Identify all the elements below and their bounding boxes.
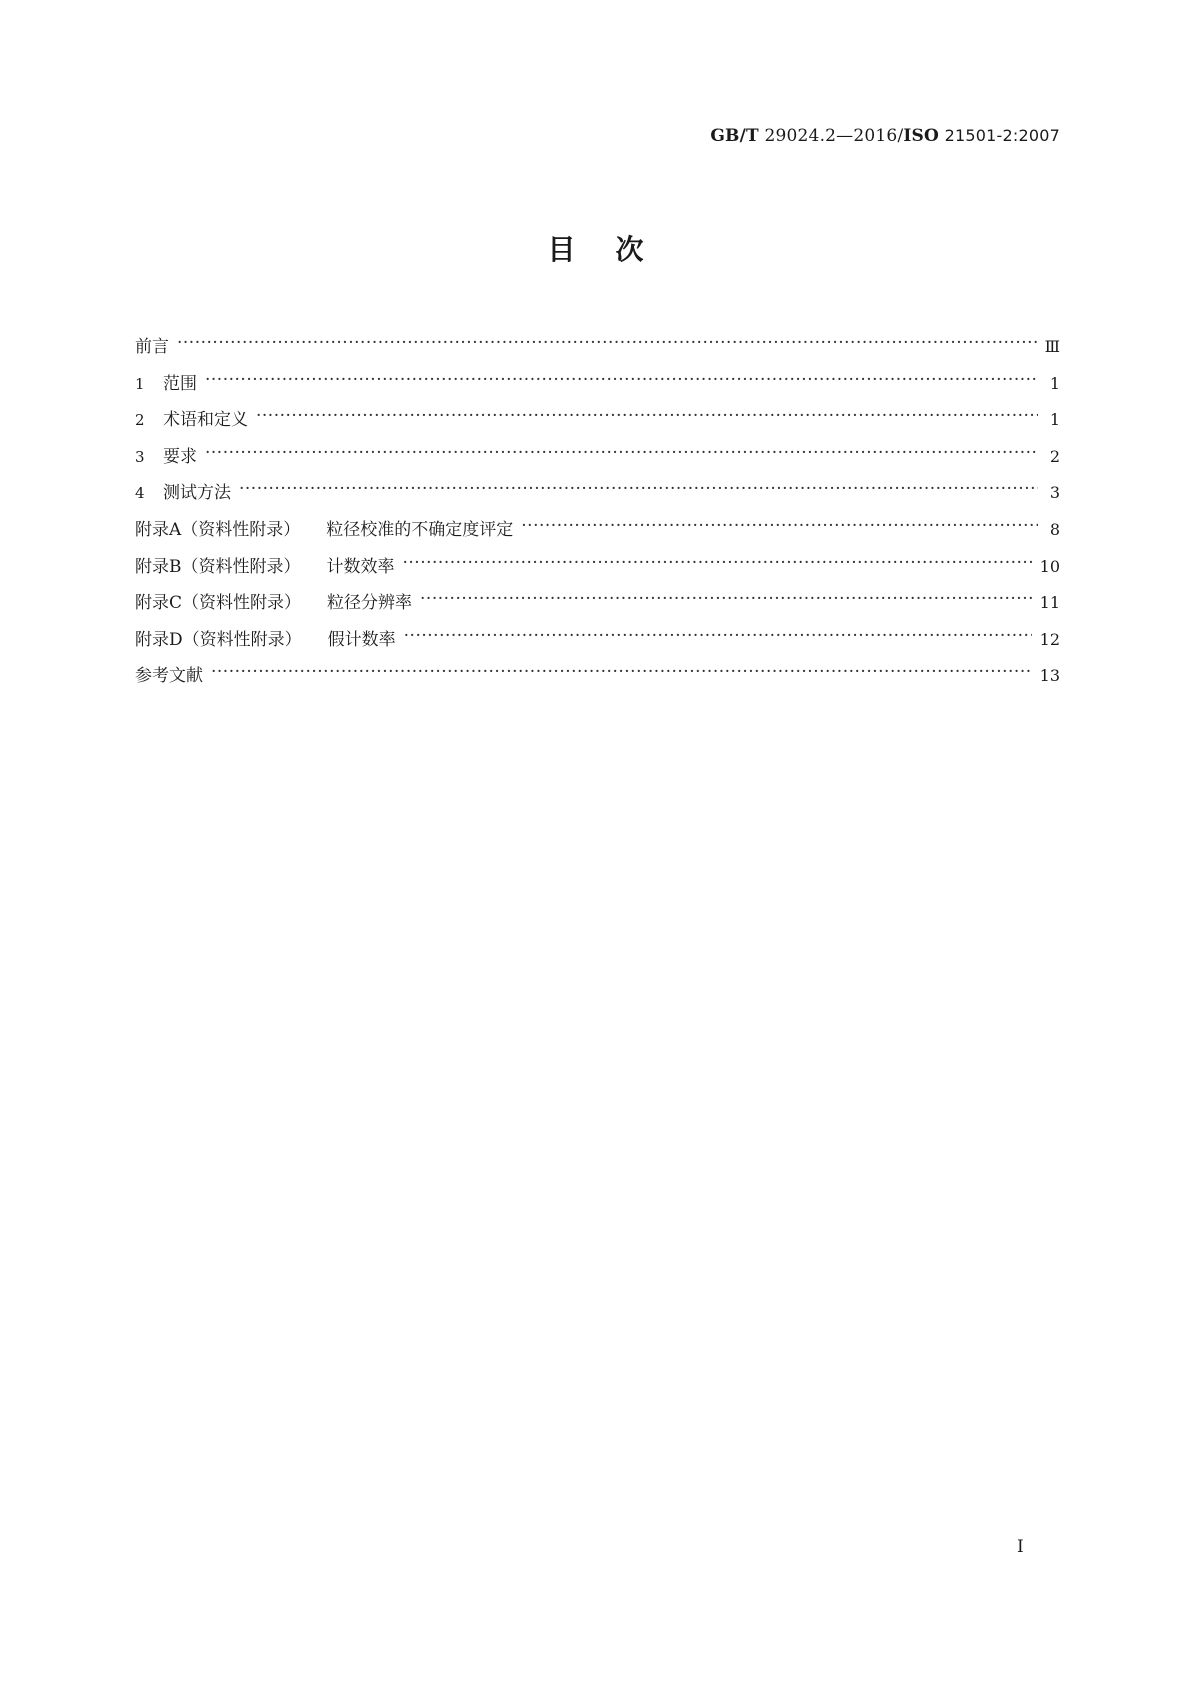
toc-leader-dots bbox=[404, 628, 1032, 645]
toc-entry-page: 11 bbox=[1039, 593, 1060, 613]
toc-entry-scope[interactable] bbox=[135, 369, 1060, 406]
toc-entry-page: 13 bbox=[1039, 666, 1060, 686]
toc-entry-label: 附录D（资料性附录） bbox=[135, 629, 302, 650]
iso-number: 21501-2:2007 bbox=[944, 126, 1060, 145]
standard-code-header bbox=[710, 126, 1060, 146]
toc-entry-page: 3 bbox=[1049, 483, 1060, 503]
standard-prefix: GB/T bbox=[710, 126, 759, 146]
standard-number: 29024.2—2016/ bbox=[764, 126, 904, 146]
iso-prefix: ISO bbox=[903, 126, 940, 146]
toc-entry-annex-b[interactable] bbox=[135, 552, 1060, 589]
toc-entry-test-methods[interactable] bbox=[135, 478, 1060, 515]
toc-entry-title: 粒径校准的不确定度评定 bbox=[326, 519, 514, 540]
toc-entry-page: 12 bbox=[1039, 629, 1060, 649]
toc-leader-dots bbox=[256, 408, 1038, 425]
toc-entry-number: 4 bbox=[135, 484, 145, 503]
toc-entry-title: 计数效率 bbox=[326, 556, 395, 577]
toc-entry-label: 测试方法 bbox=[163, 483, 231, 504]
toc-entry-requirements[interactable] bbox=[135, 442, 1060, 479]
toc-entry-label: 附录A（资料性附录） bbox=[135, 519, 301, 540]
toc-entry-label: 参考文献 bbox=[135, 666, 203, 687]
toc-entry-label: 前言 bbox=[135, 337, 169, 357]
toc-title: 目次 bbox=[547, 233, 684, 266]
toc-entry-annex-d[interactable] bbox=[135, 625, 1060, 662]
toc-leader-dots bbox=[205, 372, 1038, 389]
toc-entry-page: 8 bbox=[1049, 519, 1060, 539]
toc-entry-label: 要求 bbox=[163, 446, 197, 467]
toc-entry-label: 附录C（资料性附录） bbox=[135, 593, 302, 614]
toc-entry-bibliography[interactable] bbox=[135, 661, 1060, 698]
toc-entry-number: 1 bbox=[135, 374, 145, 393]
toc-leader-dots bbox=[420, 591, 1032, 608]
toc-leader-dots bbox=[403, 555, 1032, 572]
toc-entry-page: 10 bbox=[1039, 556, 1060, 576]
toc-entry-page: 2 bbox=[1049, 446, 1060, 466]
toc-leader-dots bbox=[239, 481, 1038, 498]
toc-entry-page: Ⅲ bbox=[1044, 337, 1060, 356]
toc-entry-number: 3 bbox=[135, 447, 145, 466]
toc-leader-dots bbox=[177, 335, 1037, 352]
toc-entry-label: 术语和定义 bbox=[163, 410, 248, 431]
toc-leader-dots bbox=[205, 445, 1038, 462]
toc-leader-dots bbox=[211, 664, 1032, 681]
toc-entry-terms[interactable] bbox=[135, 405, 1060, 442]
page-number: Ⅰ bbox=[1017, 1537, 1024, 1557]
table-of-contents bbox=[135, 332, 1060, 698]
toc-entry-title: 假计数率 bbox=[327, 629, 396, 650]
toc-entry-number: 2 bbox=[135, 411, 145, 430]
toc-entry-page: 1 bbox=[1049, 373, 1060, 393]
toc-entry-annex-a[interactable] bbox=[135, 515, 1060, 552]
toc-entry-label: 范围 bbox=[163, 373, 197, 394]
toc-entry-title: 粒径分辨率 bbox=[327, 593, 413, 614]
toc-leader-dots bbox=[521, 518, 1038, 535]
toc-entry-label: 附录B（资料性附录） bbox=[135, 556, 301, 577]
toc-entry-annex-c[interactable] bbox=[135, 588, 1060, 625]
toc-entry-foreword[interactable] bbox=[135, 332, 1060, 369]
toc-entry-page: 1 bbox=[1049, 410, 1060, 430]
